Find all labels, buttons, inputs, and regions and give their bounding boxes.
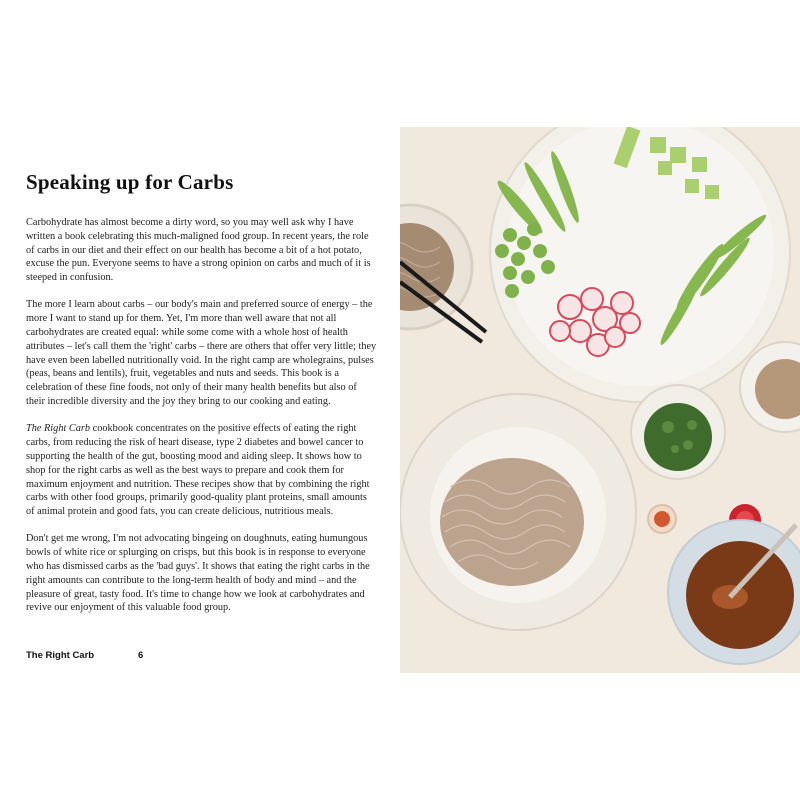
food-photo-icon	[400, 127, 800, 673]
left-page-text	[26, 170, 378, 629]
page-number: 6	[138, 650, 144, 661]
paragraph-4: Don't get me wrong, I'm not advocating bingeing on doughnuts, eating humungous bowls of white rice or splurging on crisps, but this book is in response to everyone who has dismissed carbs as the 'bad guys'. It shows that eating the right carbs in the right amounts can contribute to the long-term health of body and mind – and the pleasure of great, tasty food. It's time to change how we look at carbohydrates and revive our enjoyment of this valuable food group.	[26, 533, 370, 614]
food-photo	[400, 127, 800, 673]
footer-book-name: The Right Carb	[26, 650, 95, 661]
paragraph-3-text: cookbook concentrates on the positive effects of eating the right carbs, from reducing the risk of heart disease, type 2 diabetes and bowel cancer to supporting the health of the gut, boosting mood and aiding sleep. It shows how to shop for the right carbs as well as the best ways to prepare and cook them for maximum enjoyment and nutrition. These recipes show that by combining the right carbs with other food groups, primarily good-quality plant proteins, small amounts of animal protein and good fats, you can create delicious, nutritious meals.	[26, 423, 370, 518]
paragraph-2: The more I learn about carbs – our body's main and preferred source of energy – the more I want to stand up for them. Yet, I'm more than well aware that not all carbohydrates are created equal: while some come with a whole host of health attributes – let's call them the 'right' carbs – there are others that offer very little; they have even been labelled nutritionally void. In the right camp are wholegrains, pulses (peas, beans and lentils), fruit, vegetables and nuts and seeds. This book is a celebration of these fine foods, not only of their many health benefits but also of their incredible diversity and the joy they bring to our cooking and eating.	[26, 299, 377, 408]
page-title: Speaking up for Carbs	[26, 170, 234, 194]
page-footer	[26, 650, 144, 661]
paragraph-1: Carbohydrate has almost become a dirty word, so you may well ask why I have written a book celebrating this much-maligned food group. In recent years, the role of carbs in our diet and their effect on our health has become a bit of a hot potato, excuse the pun. Everyone seems to have a strong opinion on carbs and much of it is steeped in confusion.	[26, 217, 371, 284]
book-title-italic: The Right Carb	[26, 423, 91, 435]
paragraph-3	[26, 422, 378, 519]
